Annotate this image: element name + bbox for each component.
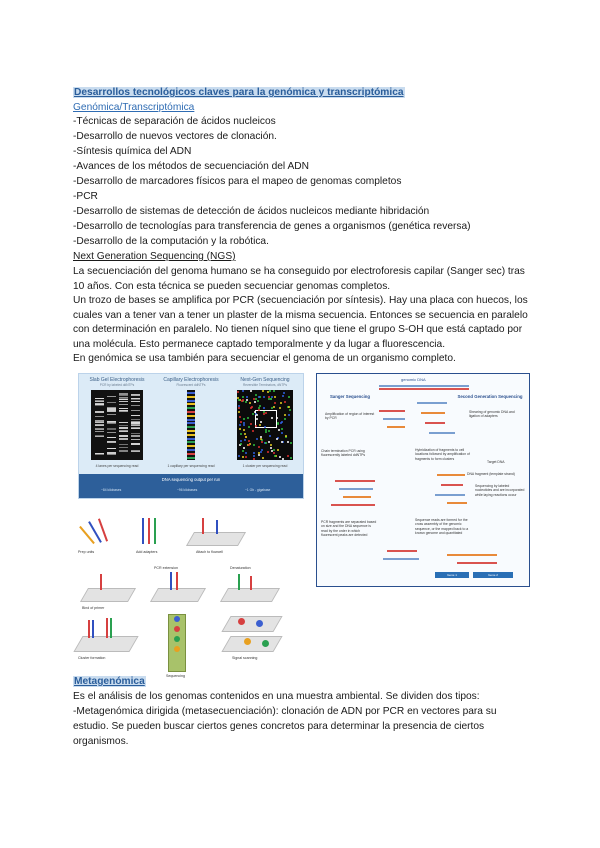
cluster-dot bbox=[265, 442, 267, 444]
cluster-dot bbox=[245, 452, 247, 454]
cluster-dot bbox=[237, 391, 239, 393]
gel-band bbox=[119, 438, 128, 439]
gel-band bbox=[131, 443, 140, 444]
cluster-dot bbox=[260, 451, 262, 453]
panel-title: Capillary Electrophoresis bbox=[163, 377, 219, 383]
cluster-dot bbox=[245, 456, 247, 458]
list-item: -PCR bbox=[73, 191, 98, 202]
panel-subtitle: PCR by labeled ddNTPs bbox=[99, 383, 135, 387]
dna-fragment bbox=[383, 558, 419, 560]
cluster-dot bbox=[238, 399, 240, 401]
cluster-dot bbox=[258, 446, 260, 448]
dna-fragment-icon bbox=[250, 576, 252, 590]
cluster-dot bbox=[288, 414, 290, 416]
capillary-band bbox=[187, 441, 195, 443]
cluster-dot bbox=[259, 424, 261, 426]
step-label: Attach to flowcell bbox=[196, 550, 223, 554]
gel-band bbox=[95, 401, 104, 402]
nucleotide-icon bbox=[174, 636, 180, 642]
dna-fragment bbox=[425, 422, 445, 424]
gel-band bbox=[107, 410, 116, 411]
gel-band bbox=[119, 408, 128, 409]
paragraph-line: 10 años. Con esta técnica se pueden secuenciar genomas completos. bbox=[73, 281, 391, 292]
side-label: Target DNA bbox=[487, 460, 505, 464]
cluster-dot bbox=[245, 401, 247, 403]
gel-band bbox=[107, 407, 116, 408]
paragraph-line: La secuenciación del genoma humano se ha conseguido por electroforesis capilar (Sanger sec) tras bbox=[73, 266, 525, 277]
cluster-dot bbox=[267, 451, 269, 453]
cluster-dot bbox=[244, 439, 246, 441]
cluster-dot bbox=[255, 425, 257, 427]
gel-band bbox=[107, 396, 116, 397]
step-label: Signal scanning bbox=[232, 656, 258, 660]
gel-band bbox=[107, 414, 116, 415]
cluster-dot bbox=[288, 396, 290, 398]
step-label: Cluster formation bbox=[78, 656, 106, 660]
cluster-dot bbox=[281, 432, 283, 434]
paragraph-line: una molécula. Esto permanece captado temporalmente y da lugar a fluorescencia. bbox=[73, 339, 446, 350]
gel-band bbox=[131, 405, 140, 406]
panel-title: Slab Gel Electrophoresis bbox=[89, 377, 145, 383]
gel-band bbox=[107, 422, 116, 423]
cluster-dot bbox=[287, 441, 289, 443]
gel-band bbox=[131, 435, 140, 436]
sequencing-methods-figure bbox=[78, 373, 304, 499]
cluster-dot bbox=[273, 406, 275, 408]
cluster-dot bbox=[239, 424, 241, 426]
gel-band bbox=[131, 401, 140, 402]
cluster-dot bbox=[258, 454, 260, 456]
dna-fragment bbox=[457, 562, 497, 564]
cluster-dot bbox=[248, 426, 250, 428]
cluster-dot bbox=[274, 396, 276, 398]
capillary-band bbox=[187, 422, 195, 424]
cluster-dot bbox=[279, 407, 281, 409]
sequencing-column bbox=[168, 614, 186, 672]
panel-subtitle: Fluorescent ddNTPs bbox=[176, 383, 206, 387]
flowcell-plate bbox=[186, 532, 246, 546]
ngs-step: Sequencing by labeled nucleotides and are incorporated while laying reactions occur bbox=[475, 484, 525, 497]
paragraph-line: estudio. Se pueden buscar ciertos genes concretos para determinar la presencia de ciertos bbox=[73, 721, 485, 732]
gel-band bbox=[95, 436, 104, 437]
signal-spot bbox=[244, 638, 251, 645]
cluster-dot bbox=[242, 390, 244, 392]
cluster-dot bbox=[284, 414, 286, 416]
cluster-dot bbox=[243, 424, 245, 426]
cluster-dot bbox=[274, 402, 276, 404]
cluster-dot bbox=[268, 430, 270, 432]
nucleotide-icon bbox=[174, 626, 180, 632]
gel-band bbox=[95, 403, 104, 404]
capillary-band bbox=[187, 407, 195, 409]
gel-band bbox=[95, 422, 104, 423]
cluster-dot bbox=[268, 441, 270, 443]
flowcell-plate bbox=[150, 588, 206, 602]
list-item: -Técnicas de separación de ácidos nucleicos bbox=[73, 116, 276, 127]
dna-fragment-icon bbox=[100, 574, 102, 590]
cluster-dot bbox=[284, 418, 286, 420]
cluster-dot bbox=[280, 422, 282, 424]
cluster-dot bbox=[243, 429, 245, 431]
genomic-dna-strand bbox=[379, 385, 469, 387]
capillary-band bbox=[187, 400, 195, 402]
sanger-step: PCR fragments are separated based on size and the DNA sequence is read by the order in which fluorescent peaks are detected bbox=[321, 520, 377, 538]
capillary-panel bbox=[159, 377, 223, 470]
section-heading-metagenomica: Metagenómica bbox=[74, 676, 145, 687]
gel-band bbox=[107, 441, 116, 442]
ngs-step: Shearing of genomic DNA and ligation of adapters bbox=[469, 410, 515, 419]
capillary-band bbox=[187, 419, 195, 421]
dna-fragment-icon bbox=[216, 520, 218, 534]
cluster-dot bbox=[242, 399, 244, 401]
section-subheading: Genómica/Transcriptómica bbox=[73, 102, 195, 113]
cluster-dot bbox=[243, 447, 245, 449]
cluster-dot bbox=[255, 394, 257, 396]
nucleotide-icon bbox=[174, 616, 180, 622]
gel-band bbox=[131, 419, 140, 420]
gel-band bbox=[119, 447, 128, 448]
capillary-band bbox=[187, 453, 195, 455]
gel-band bbox=[119, 427, 128, 428]
dna-fragment-icon bbox=[238, 574, 240, 590]
cluster-dot bbox=[270, 398, 272, 400]
gel-band bbox=[95, 416, 104, 417]
ngs-step: Sequence reads are formed for the cross assembly of the genomic sequence, or the mapped back to a known genome and quantitated bbox=[415, 518, 469, 536]
dna-cluster-icon bbox=[110, 618, 112, 638]
list-item: -Avances de los métodos de secuenciación del ADN bbox=[73, 161, 309, 172]
cluster-dot bbox=[258, 396, 260, 398]
cluster-dot bbox=[270, 447, 272, 449]
cluster-dot bbox=[271, 407, 273, 409]
cluster-dot bbox=[238, 455, 240, 457]
cluster-dot bbox=[246, 399, 248, 401]
scan-plate bbox=[221, 616, 282, 632]
signal-spot bbox=[256, 620, 263, 627]
cluster-dot bbox=[248, 440, 250, 442]
slab-gel-panel bbox=[85, 377, 149, 470]
cluster-dot bbox=[242, 396, 244, 398]
step-label: Bind of primer bbox=[82, 606, 105, 610]
cluster-dot bbox=[263, 407, 265, 409]
dna-fragment bbox=[387, 426, 405, 428]
signal-spot bbox=[262, 640, 269, 647]
sanger-title: Sanger Sequencing bbox=[329, 394, 371, 399]
cluster-dot bbox=[282, 458, 284, 460]
cluster-dot bbox=[256, 414, 258, 416]
dna-fragment-icon bbox=[148, 518, 150, 544]
output-bar-title: DNA sequencing output per run bbox=[161, 477, 221, 482]
output-value: ~1 Gb - gigabase bbox=[245, 488, 271, 492]
list-item: -Desarrollo de marcadores físicos para el mapeo de genomas completos bbox=[73, 176, 402, 187]
ngs-flowcell-image bbox=[237, 390, 293, 460]
dna-fragment-icon bbox=[202, 518, 204, 534]
cluster-dot bbox=[279, 456, 281, 458]
cluster-dot bbox=[240, 440, 242, 442]
panel-subtitle: Reversible Terminators, dNTPs bbox=[242, 383, 288, 387]
cluster-dot bbox=[260, 438, 262, 440]
capillary-band bbox=[187, 438, 195, 440]
cluster-dot bbox=[265, 429, 267, 431]
capillary-band bbox=[187, 457, 195, 459]
flowcell-plate bbox=[73, 636, 138, 652]
nucleotide-icon bbox=[174, 646, 180, 652]
dna-fragment-icon bbox=[176, 572, 178, 590]
list-item: -Desarrollo de tecnologías para transferencia de genes a organismos (genética reversa) bbox=[73, 221, 471, 232]
cluster-dot bbox=[280, 402, 282, 404]
gel-band bbox=[131, 425, 140, 426]
genomic-dna-strand bbox=[379, 388, 469, 390]
cluster-dot bbox=[254, 401, 256, 403]
dna-fragment bbox=[335, 480, 375, 482]
list-item: -Desarrollo de nuevos vectores de clonación. bbox=[73, 131, 277, 142]
cluster-dot bbox=[263, 396, 265, 398]
cluster-dot bbox=[239, 428, 241, 430]
gel-band bbox=[131, 410, 140, 411]
dna-fragment bbox=[437, 474, 465, 476]
cluster-dot bbox=[240, 433, 242, 435]
gel-band bbox=[119, 397, 128, 398]
capillary-band bbox=[187, 434, 195, 436]
gene-box: Gene 2 bbox=[473, 572, 513, 578]
paragraph-line: organismos. bbox=[73, 736, 129, 747]
cluster-dot bbox=[283, 392, 285, 394]
cluster-dot bbox=[252, 413, 254, 415]
cluster-dot bbox=[249, 402, 251, 404]
gel-band bbox=[95, 425, 104, 426]
gel-band bbox=[107, 428, 116, 429]
cluster-dot bbox=[238, 411, 240, 413]
gel-band bbox=[119, 401, 128, 402]
gel-band bbox=[95, 431, 104, 432]
panel-title: Next-Gen Sequencing bbox=[240, 377, 290, 383]
ngs-panel bbox=[233, 377, 297, 470]
cluster-dot bbox=[243, 422, 245, 424]
capillary-band bbox=[187, 426, 195, 428]
gel-band bbox=[131, 395, 140, 396]
flowcell-plate bbox=[220, 588, 280, 602]
dna-fragment bbox=[435, 494, 465, 496]
cluster-dot bbox=[259, 396, 261, 398]
gel-band bbox=[119, 411, 128, 412]
list-item: -Desarrollo de la computación y la robótica. bbox=[73, 236, 269, 247]
gel-band bbox=[119, 404, 128, 405]
paragraph-line: Un trozo de bases se amplifica por PCR (secuenciación por síntesis). Hay una placa con huecos, los bbox=[73, 295, 528, 306]
dna-fragment bbox=[447, 502, 467, 504]
gel-band bbox=[131, 450, 140, 451]
gel-band bbox=[107, 454, 116, 455]
cluster-dot bbox=[270, 444, 272, 446]
capillary-image bbox=[187, 390, 195, 460]
gel-band bbox=[95, 398, 104, 399]
output-value: ~84 kilobases bbox=[101, 488, 122, 492]
sanger-step: Chain termination PCR using fluorescently labeled ddNTPs bbox=[321, 449, 366, 458]
dna-fragment bbox=[387, 550, 417, 552]
cluster-dot bbox=[257, 400, 259, 402]
section-heading: Desarrollos tecnológicos claves para la genómica y transcriptómica bbox=[74, 87, 404, 98]
gel-band bbox=[95, 411, 104, 412]
dna-fragment bbox=[383, 418, 405, 420]
gel-band bbox=[107, 448, 116, 449]
cluster-dot bbox=[284, 401, 286, 403]
list-item: -Síntesis química del ADN bbox=[73, 146, 192, 157]
paragraph-line: Es el análisis de los genomas contenidos en una muestra ambiental. Se dividen dos tipos: bbox=[73, 691, 480, 702]
cluster-dot bbox=[262, 457, 264, 459]
cluster-dot bbox=[243, 418, 245, 420]
dna-fragment bbox=[429, 432, 455, 434]
cluster-dot bbox=[277, 422, 279, 424]
ngs-step: Hybridization of fragments to cell locations followed by amplification of fragments to form clusters bbox=[415, 448, 470, 461]
gel-band bbox=[119, 422, 128, 423]
cluster-dot bbox=[253, 452, 255, 454]
panel-footnote: 4 lanes per sequencing read bbox=[95, 464, 139, 468]
panel-footnote: 1 capillary per sequencing read bbox=[167, 464, 215, 468]
paragraph-line: En genómica se usa también para secuenciar el genoma de un organismo completo. bbox=[73, 353, 456, 364]
cluster-dot bbox=[287, 455, 289, 457]
gel-band bbox=[131, 415, 140, 416]
dna-fragment-icon bbox=[142, 518, 144, 544]
cluster-dot bbox=[261, 441, 263, 443]
cluster-dot bbox=[250, 390, 252, 392]
dna-fragment bbox=[421, 412, 445, 414]
step-label: Prep units bbox=[78, 550, 95, 554]
cluster-dot bbox=[276, 417, 278, 419]
cluster-dot bbox=[252, 430, 254, 432]
dna-fragment-icon bbox=[170, 572, 172, 590]
gel-band bbox=[107, 402, 116, 403]
capillary-band bbox=[187, 430, 195, 432]
cluster-dot bbox=[253, 444, 255, 446]
gel-band bbox=[119, 435, 128, 436]
cluster-dot bbox=[250, 423, 252, 425]
gel-image bbox=[91, 390, 143, 460]
cluster-dot bbox=[242, 456, 244, 458]
ngs-title: Next Generation Sequencing (NGS) bbox=[73, 251, 236, 262]
gel-band bbox=[131, 451, 140, 452]
dna-fragment bbox=[417, 402, 447, 404]
sanger-vs-ngs-diagram bbox=[316, 373, 530, 587]
gel-band bbox=[107, 452, 116, 453]
cluster-dot bbox=[281, 441, 283, 443]
capillary-band bbox=[187, 392, 195, 394]
cluster-dot bbox=[245, 436, 247, 438]
gel-band bbox=[131, 427, 140, 428]
output-value: ~96 kilobases bbox=[177, 488, 198, 492]
cluster-dot bbox=[289, 409, 291, 411]
list-item: -Desarrollo de sistemas de detección de ácidos nucleicos mediante hibridación bbox=[73, 206, 430, 217]
capillary-band bbox=[187, 411, 195, 413]
flowcell-plate bbox=[80, 588, 136, 602]
dna-fragment bbox=[379, 410, 405, 412]
output-bar bbox=[79, 474, 303, 498]
gel-band bbox=[107, 423, 116, 424]
gel-band bbox=[131, 422, 140, 423]
paragraph-line: con determinación en paralelo. No tienen níquel sino que tiene el grupo S-OH que está captado por bbox=[73, 324, 523, 335]
dna-fragment bbox=[343, 496, 371, 498]
gel-band bbox=[119, 431, 128, 432]
capillary-band bbox=[187, 415, 195, 417]
dna-fragment bbox=[331, 504, 375, 506]
step-label: PCR extension bbox=[154, 566, 178, 570]
gel-band bbox=[119, 450, 128, 451]
signal-spot bbox=[238, 618, 245, 625]
gel-band bbox=[95, 428, 104, 429]
cluster-dot bbox=[253, 458, 255, 460]
cluster-dot bbox=[276, 438, 278, 440]
side-label: DNA fragment (template strand) bbox=[467, 472, 515, 476]
paragraph-line: -Metagenómica dirigida (metasecuenciación): clonación de ADN por PCR en vectores para su bbox=[73, 706, 497, 717]
cluster-dot bbox=[237, 397, 239, 399]
cluster-dot bbox=[253, 455, 255, 457]
cluster-dot bbox=[244, 433, 246, 435]
cluster-dot bbox=[290, 442, 292, 444]
panel-footnote: 1 cluster per sequencing read bbox=[242, 464, 288, 468]
cluster-dot bbox=[277, 449, 279, 451]
cluster-dot bbox=[242, 450, 244, 452]
cluster-dot bbox=[258, 407, 260, 409]
dna-fragment bbox=[339, 488, 373, 490]
gel-band bbox=[131, 439, 140, 440]
gel-band bbox=[95, 454, 104, 455]
step-label: Denaturation bbox=[230, 566, 251, 570]
cluster-dot bbox=[269, 390, 271, 392]
dna-fragment bbox=[441, 484, 463, 486]
gel-band bbox=[131, 398, 140, 399]
ngs-workflow-illustration bbox=[74, 504, 298, 682]
gel-band bbox=[119, 444, 128, 445]
gel-band bbox=[107, 432, 116, 433]
cluster-dot bbox=[273, 390, 275, 392]
second-gen-title: Second Generation Sequencing bbox=[457, 394, 523, 399]
dna-cluster-icon bbox=[106, 618, 108, 638]
cluster-dot bbox=[269, 435, 271, 437]
dna-fragment-icon bbox=[154, 518, 156, 544]
scan-plate bbox=[221, 636, 282, 652]
capillary-band bbox=[187, 396, 195, 398]
gene-box: Gene 1 bbox=[435, 572, 469, 578]
cluster-dot bbox=[247, 417, 249, 419]
capillary-band bbox=[187, 403, 195, 405]
step-label: Sequencing bbox=[166, 674, 185, 678]
cluster-dot bbox=[256, 438, 258, 440]
cluster-dot bbox=[262, 390, 264, 392]
dna-fragment bbox=[447, 554, 497, 556]
step-label: Add adapters bbox=[136, 550, 158, 554]
gel-band bbox=[131, 433, 140, 434]
dna-cluster-icon bbox=[88, 620, 90, 638]
gel-band bbox=[107, 437, 116, 438]
paragraph-line: cuales van a tener van a tener un plaster de la misma secuencia. Entonces se secuencia en paralelo bbox=[73, 310, 528, 321]
cluster-dot bbox=[265, 431, 267, 433]
cluster-dot bbox=[290, 457, 292, 459]
cluster-dot bbox=[281, 428, 283, 430]
cluster-dot bbox=[282, 395, 284, 397]
sanger-step: Amplification of region of interest by PCR bbox=[325, 412, 375, 421]
cluster-dot bbox=[278, 429, 280, 431]
gel-band bbox=[119, 395, 128, 396]
cluster-dot bbox=[239, 416, 241, 418]
genomic-dna-label: genomic DNA bbox=[401, 377, 426, 382]
capillary-band bbox=[187, 449, 195, 451]
gel-band bbox=[119, 398, 128, 399]
dna-cluster-icon bbox=[92, 620, 94, 638]
gel-band bbox=[119, 425, 128, 426]
capillary-band bbox=[187, 445, 195, 447]
